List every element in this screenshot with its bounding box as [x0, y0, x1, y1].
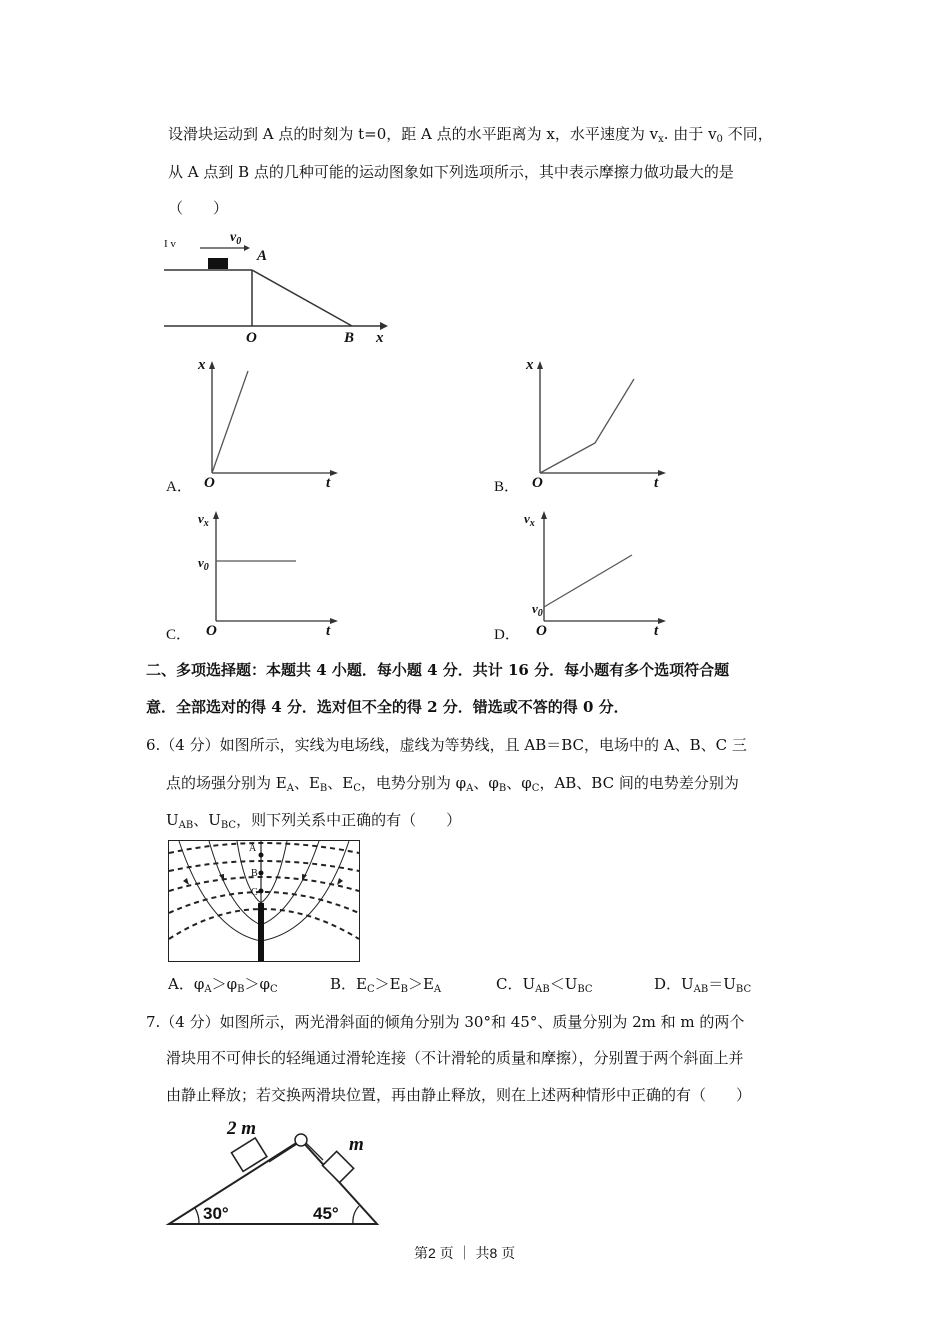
- graph-d-xlabel: t: [654, 623, 659, 639]
- x-axis-label: x: [376, 330, 384, 346]
- graph-b-plot: [490, 355, 690, 495]
- intro-line-3: （ ）: [168, 199, 229, 217]
- graph-b-xlabel: t: [654, 475, 659, 491]
- electric-field-figure: [168, 840, 360, 962]
- q6-line-2: 点的场强分别为 $E_A$、$E_B$、$E_C$，电势分别为 $\varphi_A$、$\varphi_B$、$\varphi_C$，AB、BC 间的电势差分别为: [166, 774, 739, 794]
- option-b-label: B．: [494, 479, 520, 495]
- slope-diagram: [160, 230, 400, 350]
- incline-figure: [165, 1118, 385, 1230]
- graph-c-v0: $v_0$: [198, 555, 209, 573]
- field-lines-diagram: [169, 841, 359, 961]
- section2-line-1: 二、多项选择题：本题共 4 小题．每小题 4 分．共计 16 分．每小题有多个选项符合题: [146, 661, 730, 679]
- intro-line-2: 从 A 点到 B 点的几种可能的运动图象如下列选项所示，其中表示摩擦力做功最大的是: [168, 163, 734, 181]
- option-d-label: D．: [494, 627, 520, 643]
- q6-line-1: 6.（4 分）如图所示，实线为电场线，虚线为等势线，且 AB＝BC，电场中的 A、B、C 三: [146, 736, 747, 754]
- intro-line-1: 设滑块运动到 A 点的时刻为 t=0，距 A 点的水平距离为 x，水平速度为 $v_x$. 由于 $v_0$ 不同，: [168, 125, 773, 145]
- graph-b-origin: O: [532, 475, 543, 491]
- mass-m-label: m: [349, 1134, 364, 1155]
- q7-line-2: 滑块用不可伸长的轻绳通过滑轮连接（不计滑轮的质量和摩擦），分别置于两个斜面上并: [166, 1049, 744, 1067]
- graph-c-xlabel: t: [326, 623, 331, 639]
- graph-d-v0: $v_0$: [532, 601, 543, 619]
- point-a-label: A: [257, 248, 268, 264]
- q6-option-c: C．$U_{AB}<U_{BC}$: [496, 975, 593, 995]
- graph-a-plot: [160, 355, 360, 495]
- graph-option-c: [160, 505, 360, 645]
- slope-figure: [160, 230, 400, 350]
- graph-d-origin: O: [536, 623, 547, 639]
- field-point-a: A: [249, 843, 257, 854]
- graph-option-d: [490, 505, 690, 645]
- graph-a-ylabel: x: [198, 357, 206, 373]
- q6-option-b: B．$E_C>E_B>E_A$: [330, 975, 442, 995]
- graph-d-plot: [490, 505, 690, 645]
- field-point-b: B: [251, 868, 258, 879]
- angle-30-label: 30°: [203, 1204, 229, 1223]
- q6-line-3: $U_{AB}$、$U_{BC}$，则下列关系中正确的有（ ）: [166, 811, 462, 831]
- graph-c-ylabel: $v_x$: [198, 511, 209, 529]
- section2-line-2: 意．全部选对的得 4 分．选对但不全的得 2 分．错选或不答的得 0 分．: [146, 698, 629, 716]
- graph-a-xlabel: t: [326, 475, 331, 491]
- point-b-label: B: [344, 330, 355, 346]
- option-c-label: C．: [166, 627, 192, 643]
- q7-line-1: 7.（4 分）如图所示，两光滑斜面的倾角分别为 30°和 45°、质量分别为 2m 和 m 的两个: [146, 1013, 745, 1031]
- option-a-label: A．: [166, 479, 192, 495]
- graph-c-origin: O: [206, 623, 217, 639]
- angle-45-label: 45°: [313, 1204, 339, 1223]
- mass-2m-label: 2 m: [227, 1118, 257, 1139]
- graph-option-b: [490, 355, 690, 495]
- page-footer: 第2 页 ｜ 共8 页: [414, 1245, 516, 1261]
- field-point-c: C: [251, 887, 258, 898]
- graph-b-ylabel: x: [526, 357, 534, 373]
- origin-label: O: [246, 330, 257, 346]
- q7-line-3: 由静止释放；若交换两滑块位置，再由静止释放，则在上述两种情形中正确的有（ ）: [166, 1086, 752, 1104]
- q6-option-d: D．$U_{AB}=U_{BC}$: [654, 975, 752, 995]
- v0-label: $v_0$: [230, 230, 242, 247]
- graph-d-ylabel: $v_x$: [524, 511, 535, 529]
- graph-a-origin: O: [204, 475, 215, 491]
- q6-option-a: A．$\varphi_A>\varphi_B>\varphi_C$: [168, 975, 278, 995]
- slope-corner-text: I v: [164, 238, 176, 250]
- graph-option-a: [160, 355, 360, 495]
